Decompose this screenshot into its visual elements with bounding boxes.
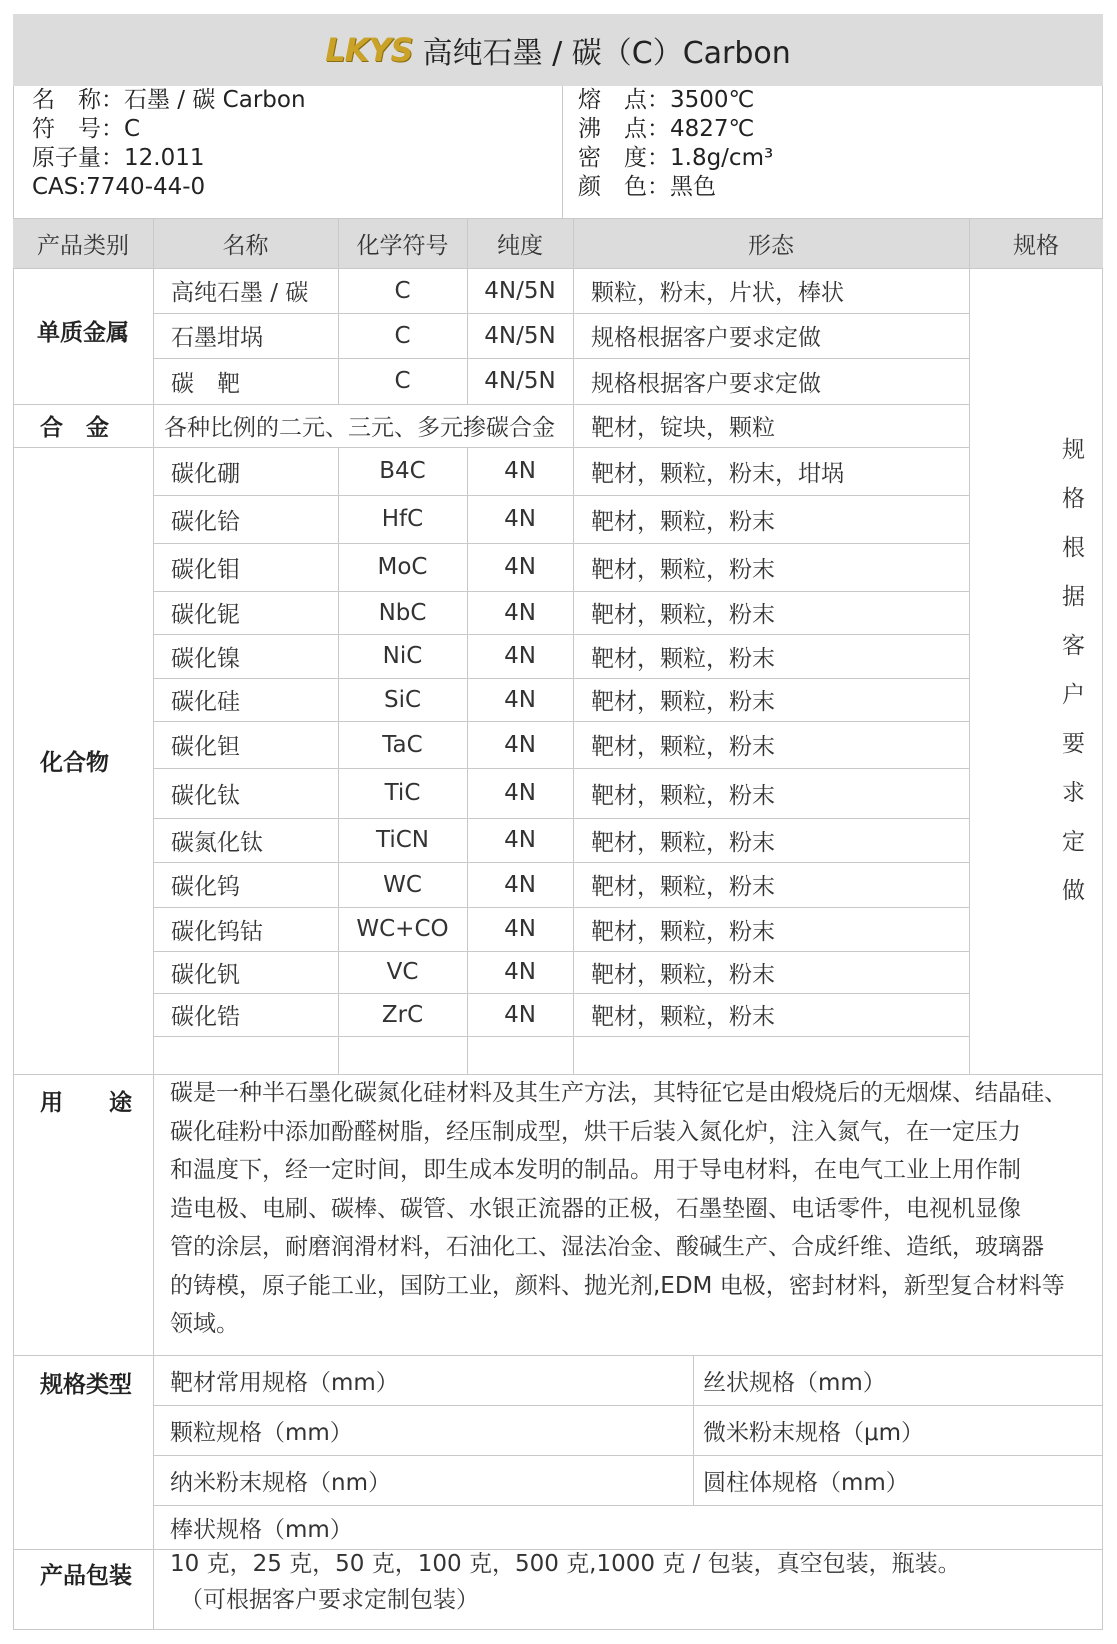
- product-name: 高纯石墨 / 碳: [171, 280, 309, 306]
- divider: [153, 591, 969, 592]
- usage-label: 用 途: [40, 1089, 132, 1116]
- spec-note-char: 据: [1062, 584, 1085, 610]
- divider: [573, 218, 574, 1074]
- spec-note-char: 客: [1062, 633, 1085, 659]
- chem-symbol: TiC: [384, 780, 421, 806]
- divider: [153, 862, 969, 863]
- info-row: 原子量： 12.011: [32, 145, 205, 171]
- spec-type-wire: 丝状规格（mm）: [703, 1369, 886, 1396]
- chem-symbol: ZrC: [381, 1001, 424, 1028]
- spec-note-char: 求: [1062, 780, 1085, 806]
- purity: 4N: [504, 599, 536, 626]
- divider: [153, 495, 969, 496]
- spec-type-cylinder: 圆柱体规格（mm）: [703, 1469, 909, 1496]
- spec-type-target: 靶材常用规格（mm）: [170, 1369, 399, 1396]
- divider: [153, 768, 969, 769]
- category-single: 单质金属: [37, 319, 129, 346]
- col-header-category: 产品类别: [37, 232, 129, 259]
- basic-info-right: [578, 86, 1078, 218]
- form: 靶材，颗粒，粉末: [591, 602, 775, 628]
- usage-line: 碳化硅粉中添加酚醛树脂，经压制成型，烘干后装入氮化炉，注入氮气，在一定压力: [170, 1118, 1021, 1145]
- col-header-spec: 规格: [1013, 232, 1059, 259]
- chem-symbol: B4C: [379, 458, 426, 484]
- chem-symbol: C: [394, 368, 411, 394]
- purity: 4N: [504, 686, 536, 713]
- form: 靶材，颗粒，粉末: [591, 829, 775, 856]
- divider: [153, 313, 969, 314]
- packaging-line: 10 克，25 克，50 克，100 克，500 克,1000 克 / 包装，真空包装，瓶装。: [170, 1551, 961, 1577]
- chem-symbol: TaC: [382, 731, 423, 758]
- product-name: 碳化钨: [171, 874, 240, 900]
- spec-note-vertical: [1044, 268, 1103, 1074]
- form: 靶材，颗粒，粉末: [591, 918, 775, 945]
- product-name: 碳化铪: [171, 508, 240, 535]
- usage-line: 管的涂层，耐磨润滑材料，石油化工、湿法冶金、酸碱生产、合成纤维、造纸，玻璃器: [170, 1234, 1044, 1260]
- spec-note-char: 规: [1062, 437, 1085, 463]
- purity: 4N: [504, 506, 536, 532]
- spec-note-char: 户: [1062, 682, 1085, 708]
- chem-symbol: WC: [383, 871, 422, 898]
- info-row: 熔 点： 3500℃: [578, 87, 755, 113]
- form: 靶材，锭块，颗粒: [591, 415, 775, 441]
- usage-line: 造电极、电刷、碳棒、碳管、水银正流器的正极，石墨垫圈、电话零件，电视机显像: [170, 1195, 1021, 1222]
- product-name: 石墨坩埚: [171, 325, 263, 351]
- form: 靶材，颗粒，粉末: [591, 508, 775, 535]
- purity: 4N: [504, 1001, 536, 1028]
- purity: 4N: [504, 458, 536, 484]
- col-header-purity: 纯度: [497, 232, 543, 259]
- divider: [338, 218, 339, 404]
- info-row: 符 号： C: [32, 116, 141, 142]
- chem-symbol: VC: [386, 959, 419, 985]
- info-row: 沸 点： 4827℃: [578, 116, 755, 142]
- divider: [153, 634, 969, 635]
- page-title: 高纯石墨 / 碳（C）Carbon: [422, 36, 791, 71]
- spec-note-char: 根: [1062, 535, 1085, 561]
- usage-line: 领域。: [170, 1311, 239, 1337]
- usage-line: 的铸模，原子能工业，国防工业，颜料、抛光剂,EDM 电极，密封材料，新型复合材料等: [170, 1272, 1065, 1299]
- chem-symbol: NiC: [382, 643, 423, 669]
- purity: 4N: [504, 959, 536, 985]
- spec-note-char: 做: [1062, 878, 1085, 904]
- spec-types-label: 规格类型: [40, 1371, 132, 1398]
- divider: [153, 721, 969, 722]
- chem-symbol: MoC: [377, 554, 428, 580]
- spec-type-micron-powder: 微米粉末规格（μm）: [703, 1419, 925, 1446]
- chem-symbol: WC+CO: [356, 916, 449, 942]
- divider: [338, 447, 339, 1074]
- product-name: 碳化铌: [171, 602, 240, 628]
- form: 规格根据客户要求定做: [591, 325, 821, 351]
- spec-note-char: 要: [1062, 731, 1085, 757]
- info-row: CAS: 7740-44-0: [32, 174, 206, 200]
- divider: [153, 678, 969, 679]
- usage-line: 和温度下，经一定时间，即生成本发明的制品。用于导电材料，在电气工业上用作制: [170, 1157, 1021, 1183]
- form: 靶材，颗粒，粉末: [591, 556, 775, 583]
- product-name: 碳化钒: [171, 961, 240, 988]
- divider: [153, 951, 969, 952]
- col-header-name: 名称: [222, 232, 269, 259]
- divider: [13, 447, 969, 448]
- form: 靶材，颗粒，粉末: [591, 1004, 775, 1030]
- product-name: 碳化钽: [171, 734, 240, 760]
- info-row: 密 度： 1.8g/cm³: [578, 145, 774, 171]
- category-compound: 化合物: [40, 750, 109, 776]
- packaging-description: [170, 1546, 1094, 1618]
- purity: 4N: [504, 780, 536, 806]
- form: 靶材，颗粒，粉末: [591, 782, 775, 809]
- product-name: 碳化锆: [171, 1004, 240, 1030]
- info-divider: [562, 86, 563, 218]
- purity: 4N: [504, 643, 536, 669]
- packaging-label: 产品包装: [40, 1562, 132, 1589]
- divider: [969, 218, 970, 1074]
- basic-info-left: [32, 86, 552, 218]
- chem-symbol: NbC: [378, 599, 427, 626]
- category-alloy: 合 金: [40, 415, 109, 441]
- purity: 4N: [504, 871, 536, 898]
- form: 颗粒，粉末，片状，棒状: [591, 280, 844, 306]
- divider: [153, 358, 969, 359]
- packaging-note: （可根据客户要求定制包装）: [180, 1587, 479, 1613]
- spec-note-char: 格: [1062, 486, 1085, 512]
- spec-type-rod: 棒状规格（mm）: [170, 1516, 353, 1543]
- info-row: 颜 色： 黑色: [578, 174, 716, 200]
- product-name: 碳化钨钴: [171, 918, 263, 945]
- product-name: 碳氮化钛: [171, 829, 263, 856]
- alloy-description: 各种比例的二元、三元、多元掺碳合金: [164, 415, 555, 441]
- divider: [153, 818, 969, 819]
- product-name: 碳化镍: [171, 645, 240, 672]
- info-row: 名 称： 石墨 / 碳 Carbon: [32, 87, 306, 113]
- purity: 4N/5N: [484, 322, 556, 349]
- product-name: 碳化硅: [171, 689, 240, 715]
- divider: [13, 404, 969, 405]
- divider: [153, 1074, 154, 1630]
- purity: 4N: [504, 731, 536, 758]
- form: 靶材，颗粒，粉末: [591, 645, 775, 672]
- divider: [467, 447, 468, 1074]
- title-bar: [13, 14, 1103, 86]
- form: 靶材，颗粒，粉末: [591, 689, 775, 715]
- divider: [153, 1036, 969, 1037]
- purity: 4N: [504, 827, 536, 853]
- purity: 4N/5N: [484, 277, 556, 304]
- spec-type-granule: 颗粒规格（mm）: [170, 1419, 353, 1446]
- product-name: 碳化钛: [171, 782, 240, 809]
- purity: 4N: [504, 916, 536, 942]
- product-name: 碳 靶: [171, 370, 240, 397]
- form: 靶材，颗粒，粉末: [591, 874, 775, 900]
- divider: [693, 1355, 694, 1505]
- form: 靶材，颗粒，粉末，坩埚: [591, 460, 844, 487]
- brand-logo: LKYS: [325, 31, 413, 69]
- form: 规格根据客户要求定做: [591, 370, 821, 397]
- usage-line: 碳是一种半石墨化碳氮化硅材料及其生产方法，其特征它是由煅烧后的无烟煤、结晶硅、: [170, 1080, 1067, 1106]
- divider: [467, 218, 468, 404]
- divider: [153, 907, 969, 908]
- purity: 4N/5N: [484, 368, 556, 394]
- chem-symbol: TiCN: [376, 827, 429, 853]
- divider: [13, 268, 1103, 269]
- spec-note-char: 定: [1062, 829, 1085, 855]
- form: 靶材，颗粒，粉末: [591, 961, 775, 988]
- chem-symbol: C: [394, 322, 411, 349]
- product-name: 碳化钼: [171, 556, 240, 583]
- divider: [153, 543, 969, 544]
- chem-symbol: SiC: [383, 686, 422, 713]
- usage-description: [170, 1074, 1094, 1344]
- chem-symbol: C: [394, 277, 411, 304]
- col-header-form: 形态: [748, 232, 794, 259]
- divider: [153, 218, 154, 1074]
- chem-symbol: HfC: [381, 506, 424, 532]
- purity: 4N: [504, 554, 536, 580]
- product-name: 碳化硼: [171, 460, 240, 487]
- spec-type-nano-powder: 纳米粉末规格（nm）: [170, 1469, 391, 1496]
- divider: [153, 993, 969, 994]
- col-header-symbol: 化学符号: [356, 232, 449, 259]
- form: 靶材，颗粒，粉末: [591, 734, 775, 760]
